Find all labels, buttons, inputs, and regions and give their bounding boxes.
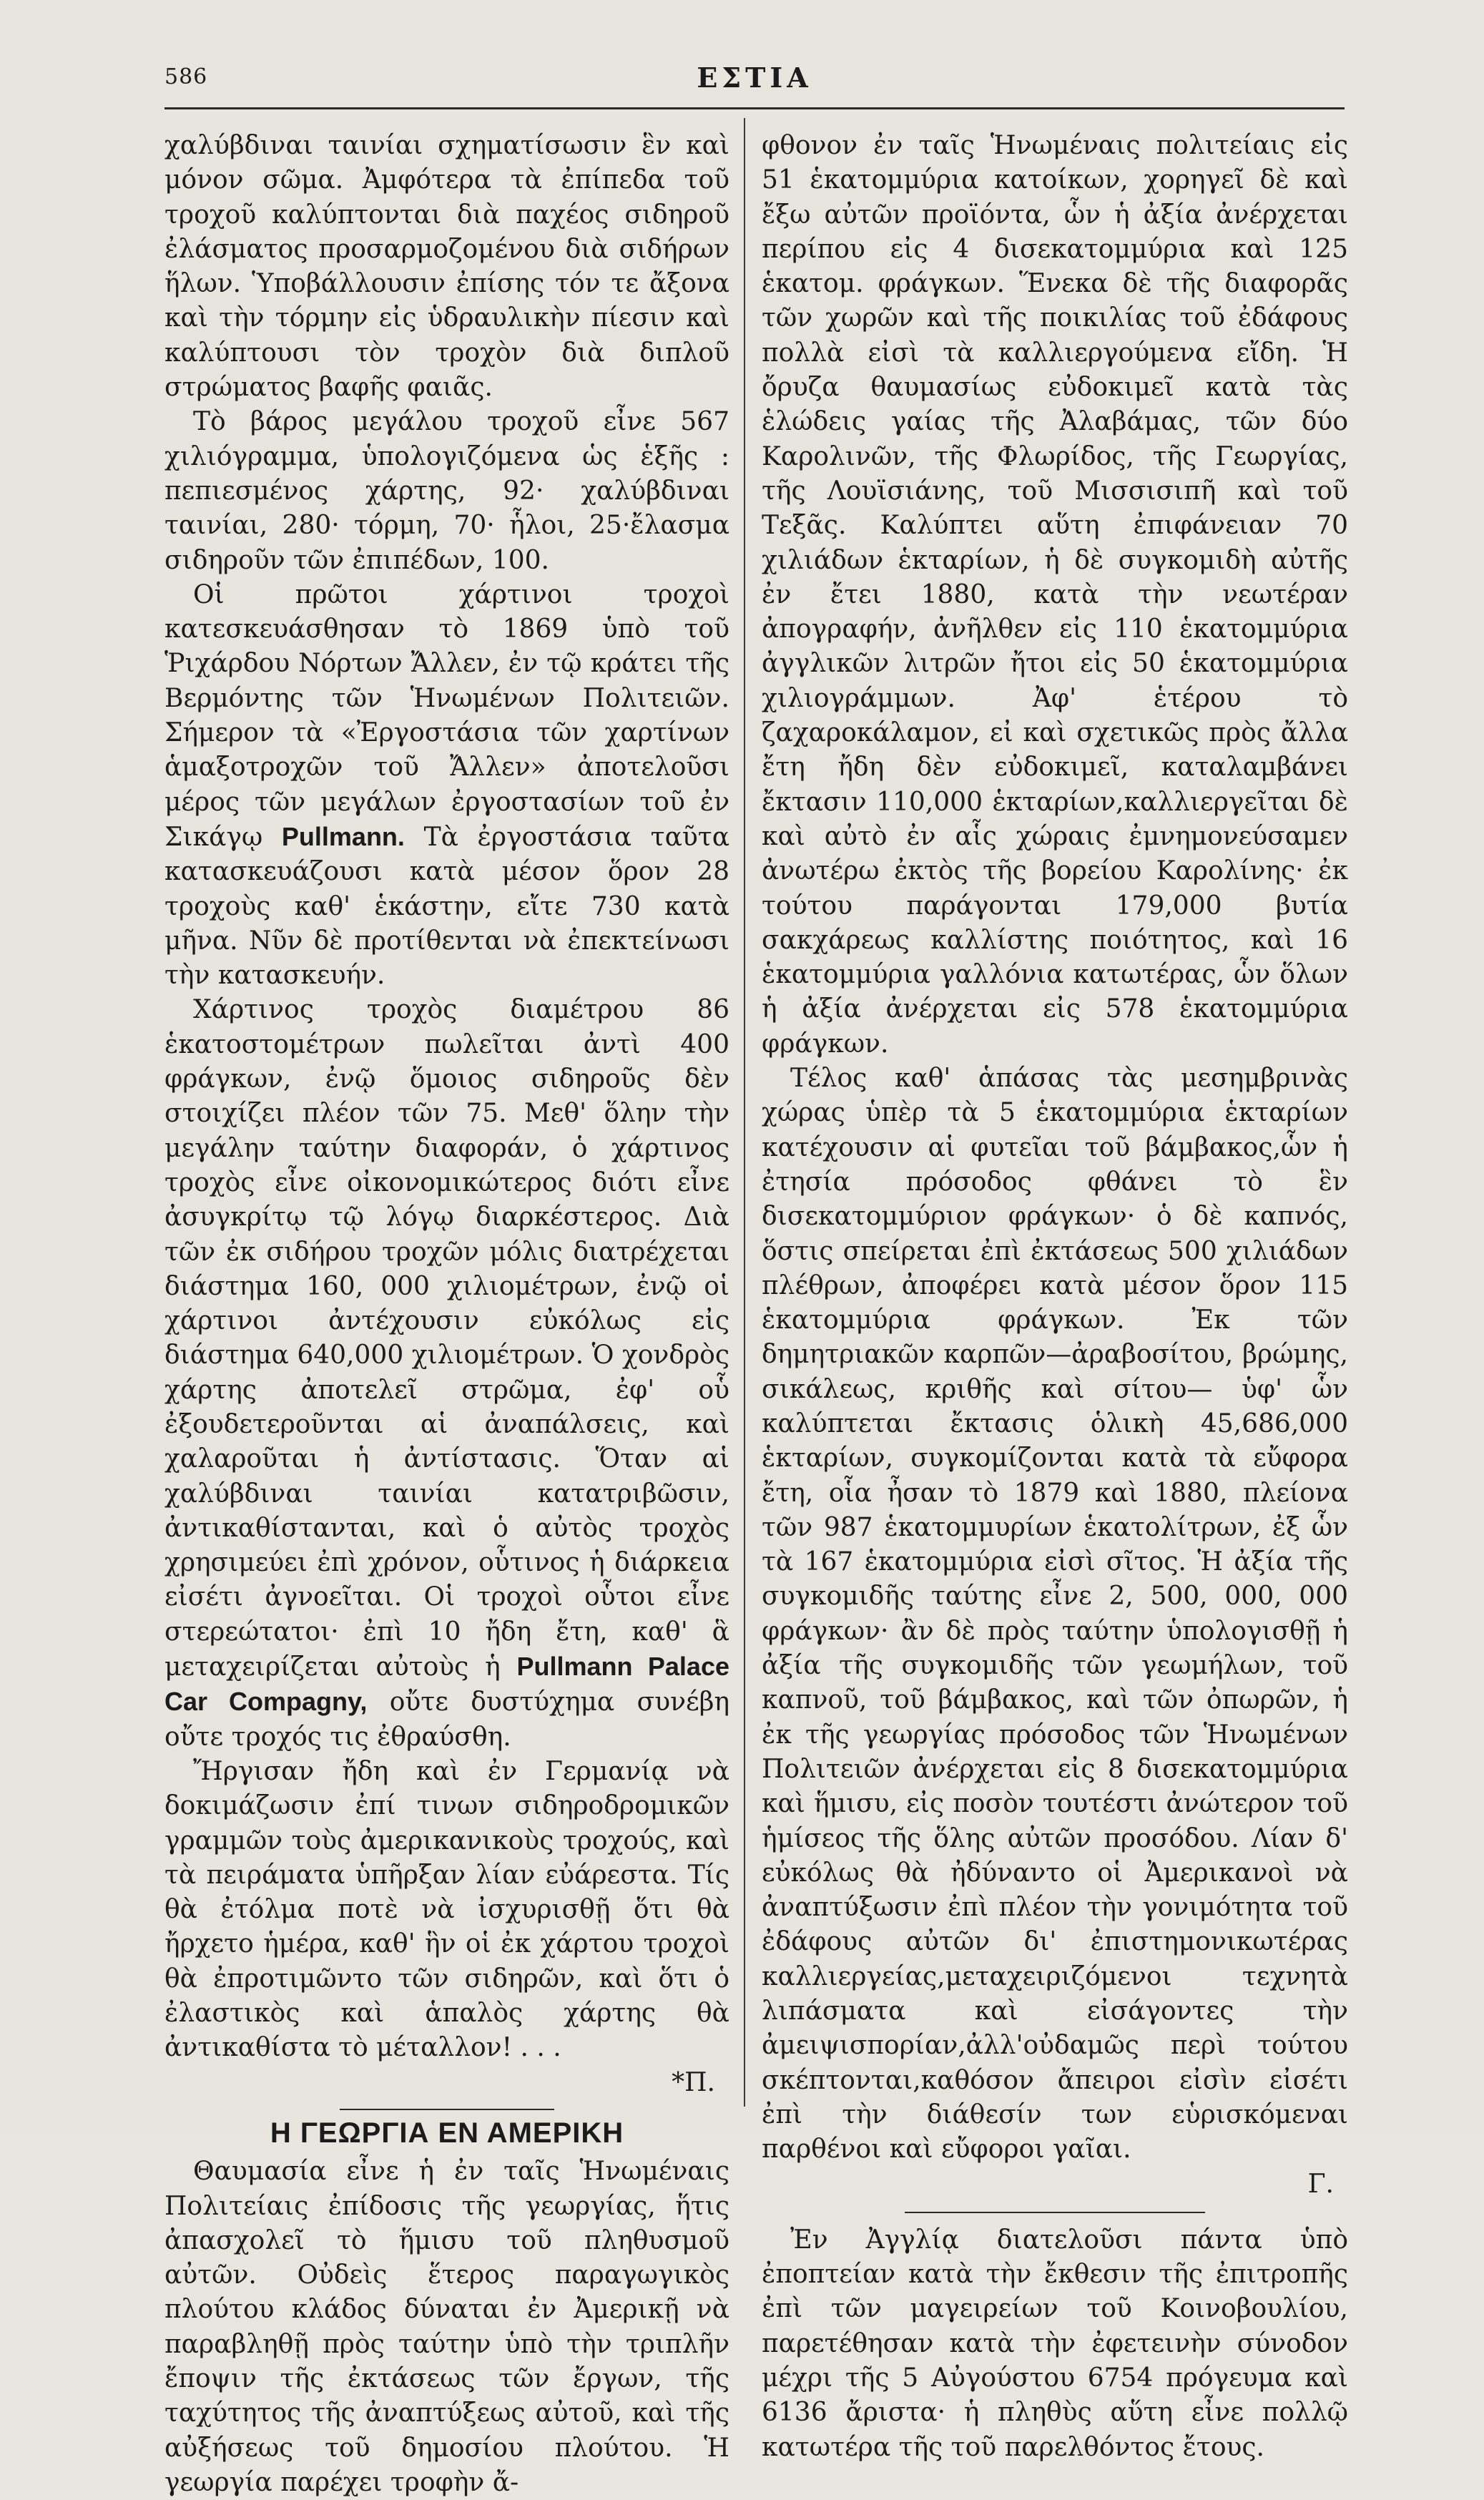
company-name: Pullmann Palace Car Compagny, <box>164 1652 729 1717</box>
article-paragraph: φθονον ἐν ταῖς Ἡνωμέναις πολιτείαις εἰς 51 ἑκατομμύρια κατοίκων, χορηγεῖ δὲ καὶ ἔξω αὐτῶν προϊόντα, ὧν ἡ ἀξία ἀνέρχεται περίπου εἰς 4 δισεκατομμύρια καὶ 125 ἑκατομ. φράγκων. Ἕνεκα δὲ τῆς διαφορᾶς τῶν χωρῶν καὶ τῆς ποικιλίας τοῦ ἐδάφους πολλὰ εἰσὶ τὰ καλλιεργούμενα εἴδη. Ἡ ὄρυζα θαυμασίως εὐδοκιμεῖ κατὰ τὰς ἑλώδεις γαίας τῆς Ἀλαβάμας, τῶν δύο Καρολινῶν, τῆς Φλωρίδος, τῆς Γεωργίας, τῆς Λουϊσιάνης, τοῦ Μισσισιπῆ καὶ τοῦ Τεξᾶς. Καλύπτει αὕτη ἐπιφάνειαν 70 χιλιάδων ἑκταρίων, ἡ δὲ συγκομιδὴ αὐτῆς ἐν ἔτει 1880, κατὰ τὴν νεωτέραν ἀπογραφήν, ἀνῆλθεν εἰς 110 ἑκατομμύρια ἀγγλικῶν λιτρῶν ἤτοι εἰς 50 ἑκατομμύρια χιλιογράμμων. Ἀφ' ἑτέρου τὸ ζαχαροκάλαμον, εἰ καὶ σχετικῶς πρὸς ἄλλα ἔτη ἤδη δὲν εὐδοκιμεῖ, καταλαμβάνει ἔκτασιν 110,000 ἑκταρίων,καλλιεργεῖται δὲ καὶ αὐτὸ ἐν αἷς χώραις ἐμνημονεύσαμεν ἀνωτέρω ἐκτὸς τῆς βορείου Καρολίνης· ἐκ τούτου παράγονται 179,000 βυτία σακχάρεως καλλίστης ποιότητος, καὶ 16 ἑκατομμύρια γαλλόνια κατωτέρας, ὧν ὅλων ἡ ἀξία ἀνέρχεται εἰς 578 ἑκατομμύρια φράγκων. <box>762 131 1348 1059</box>
author-signature: *Π. <box>672 2067 715 2097</box>
company-name: Pullmann. <box>281 821 405 851</box>
header-rule <box>164 107 1345 109</box>
paragraph-text: Οἱ πρῶτοι χάρτινοι τροχοὶ κατεσκευάσθησαν τὸ 1869 ὑπὸ τοῦ Ῥιχάρδου Νόρτων Ἄλλεν, ἐν τῷ κράτει τῆς Βερμόντης τῶν Ἡνωμένων Πολιτειῶν. Σήμερον τὰ «Ἐργοστάσια τῶν χαρτίνων ἁμαξοτροχῶν τοῦ Ἄλλεν» ἀποτελοῦσι μέρος τῶν μεγάλων ἐργοστασίων τοῦ ἐν Σικάγῳ <box>164 579 729 852</box>
column-divider <box>744 118 745 2107</box>
section-rule <box>905 2212 1205 2213</box>
article-paragraph <box>164 993 729 1755</box>
right-column <box>762 129 1348 2465</box>
page-header <box>164 62 1345 104</box>
paragraph-text: Χάρτινος τροχὸς διαμέτρου 86 ἑκατοστομέτρων πωλεῖται ἀντὶ 400 φράγκων, ἐνῷ ὅμοιος σιδηροῦς δὲν στοιχίζει πλέον τῶν 75. Μεθ' ὅλην τὴν μεγάλην ταύτην διαφοράν, ὁ χάρτινος τροχὸς εἶνε οἰκονομικώτερος διότι εἶνε ἀσυγκρίτῳ τῷ λόγῳ διαρκέστερος. Διὰ τῶν ἐκ σιδήρου τροχῶν μόλις διατρέχεται διάστημα 160, 000 χιλιομέτρων, ἐνῷ οἱ χάρτινοι ἀντέχουσιν εὐκόλως εἰς διάστημα 640,000 χιλιομέτρων. Ὁ χονδρὸς χάρτης ἀποτελεῖ στρῶμα, ἐφ' οὗ ἐξουδετεροῦνται αἱ ἀναπάλσεις, καὶ χαλαροῦται ἡ ἀντίστασις. Ὅταν αἱ χαλύβδιναι ταινίαι κατατριβῶσιν, ἀντικαθίστανται, καὶ ὁ αὐτὸς τροχὸς χρησιμεύει ἐπὶ χρόνον, οὗτινος ἡ διάρκεια εἰσέτι ἀγνοεῖται. Οἱ τροχοὶ οὗτοι εἶνε στερεώτατοι· ἐπὶ 10 ἤδη ἔτη, καθ' ἃ μεταχειρίζεται αὐτοὺς ἡ <box>164 995 729 1682</box>
left-column <box>164 129 729 2500</box>
journal-title: ΕΣΤΙΑ <box>697 62 812 94</box>
page-number: 586 <box>164 64 208 89</box>
paragraph-text: οὔτε δυστύχημα συνέβη οὔτε τροχός τις ἐθραύσθη. <box>164 1687 730 1752</box>
article-paragraph: Ἐν Ἀγγλίᾳ διατελοῦσι πάντα ὑπὸ ἐποπτείαν κατὰ τὴν ἔκθεσιν τῆς ἐπιτροπῆς ἐπὶ τῶν μαγειρείων τοῦ Κοινοβουλίου, παρετέθησαν κατὰ τὴν ἐφετεινὴν σύνοδον μέχρι τῆς 5 Αὐγούστου 6754 πρόγευμα καὶ 6136 ἄριστα· ἡ πληθὺς αὕτη εἶνε πολλῷ κατωτέρα τῆς τοῦ παρελθόντος ἔτους. <box>762 2225 1348 2462</box>
author-signature: Γ. <box>1307 2169 1334 2199</box>
article-paragraph: χαλύβδιναι ταινίαι σχηματίσωσιν ἓν καὶ μόνον σῶμα. Ἀμφότερα τὰ ἐπίπεδα τοῦ τροχοῦ καλύπτονται διὰ παχέος σιδηροῦ ἐλάσματος προσαρμοζομένου διὰ σιδήρων ἥλων. Ὑποβάλλουσιν ἐπίσης τόν τε ἄξονα καὶ τὴν τόρμην εἰς ὑδραυλικὴν πίεσιν καὶ καλύπτουσι τὸν τροχὸν διὰ διπλοῦ στρώματος βαφῆς φαιᾶς. <box>164 131 729 403</box>
article-paragraph: Ἤργισαν ἤδη καὶ ἐν Γερμανίᾳ νὰ δοκιμάζωσιν ἐπί τινων σιδηροδρομικῶν γραμμῶν τοὺς ἀμερικανικοὺς τροχούς, καὶ τὰ πειράματα ὑπῆρξαν λίαν εὐάρεστα. Τίς θὰ ἐτόλμα ποτὲ νὰ ἰσχυρισθῇ ὅτι θὰ ἤρχετο ἡμέρα, καθ' ἣν οἱ ἐκ χάρτου τροχοὶ θὰ ἐπροτιμῶντο τῶν σιδηρῶν, καὶ ὅτι ὁ ἐλαστικὸς καὶ ἁπαλὸς χάρτης θὰ ἀντικαθίστα τὸ μέταλλον! . . . <box>164 1756 729 2063</box>
article-paragraph: Θαυμασία εἶνε ἡ ἐν ταῖς Ἡνωμέναις Πολιτείαις ἐπίδοσις τῆς γεωργίας, ἥτις ἀπασχολεῖ τὸ ἥμισυ τοῦ πληθυσμοῦ αὐτῶν. Οὐδεὶς ἕτερος παραγωγικὸς πλούτου κλάδος δύναται ἐν Ἀμερικῇ νὰ παραβληθῇ πρὸς ταύτην ὑπὸ τὴν τριπλῆν ἔποψιν τῆς ἐκτάσεως τῶν ἔργων, τῆς ταχύτητος τῆς ἀναπτύξεως αὐτοῦ, καὶ τῆς αὐξήσεως τοῦ δημοσίου πλούτου. Ἡ γεωργία παρέχει τροφὴν ἄ- <box>164 2157 729 2497</box>
article-paragraph: Τὸ βάρος μεγάλου τροχοῦ εἶνε 567 χιλιόγραμμα, ὑπολογιζόμενα ὡς ἑξῆς : πεπιεσμένος χάρτης, 92· χαλύβδιναι ταινίαι, 280· τόρμη, 70· ἧλοι, 25·ἔλασμα σιδηροῦν τῶν ἐπιπέδων, 100. <box>164 407 729 575</box>
section-heading: Η ΓΕΩΡΓΙΑ ΕΝ ΑΜΕΡΙΚΗ <box>270 2117 624 2149</box>
paragraph-text: Τὰ ἐργοστάσια ταῦτα κατασκευάζουσι κατὰ μέσον ὅρον 28 τροχοὺς καθ' ἑκάστην, εἴτε 730 κατὰ μῆνα. Νῦν δὲ προτίθενται νὰ ἐπεκτείνωσι τὴν κατασκευήν. <box>164 822 729 991</box>
article-paragraph <box>164 578 729 994</box>
article-paragraph: Τέλος καθ' ἁπάσας τὰς μεσημβρινὰς χώρας ὑπὲρ τὰ 5 ἑκατομμύρια ἑκταρίων κατέχουσιν αἱ φυτεῖαι τοῦ βάμβακος,ὧν ἡ ἐτησία πρόσοδος φθάνει τὸ ἓν δισεκατομμύριον φράγκων· ὁ δὲ καπνός, ὅστις σπείρεται ἐπὶ ἐκτάσεως 500 χιλιάδων πλέθρων, ἀποφέρει κατὰ μέσον ὅρον 115 ἑκατομμύρια φράγκων. Ἐκ τῶν δημητριακῶν καρπῶν—ἀραβοσίτου, βρώμης, σικάλεως, κριθῆς καὶ σίτου— ὑφ' ὧν καλύπτεται ἔκτασις ὁλικὴ 45,686,000 ἑκταρίων, συγκομίζονται κατὰ τὰ εὔφορα ἔτη, οἷα ἦσαν τὸ 1879 καὶ 1880, πλείονα τῶν 987 ἑκατομμυρίων ἑκατολίτρων, ἐξ ὧν τὰ 167 ἑκατομμύρια εἰσὶ σῖτος. Ἡ ἀξία τῆς συγκομιδῆς ταύτης εἶνε 2, 500, 000, 000 φράγκων· ἂν δὲ πρὸς ταύτην ὑπολογισθῇ ἡ ἀξία τῆς συγκομιδῆς τῶν γεωμήλων, τοῦ καπνοῦ, τοῦ βάμβακος, καὶ τῶν ὀπωρῶν, ἡ ἐκ τῆς γεωργίας πρόσοδος τῶν Ἡνωμένων Πολιτειῶν ἀνέρχεται εἰς 8 δισεκατομμύρια καὶ ἥμισυ, εἰς ποσὸν τουτέστι ἀνώτερον τοῦ ἡμίσεος τῆς ὅλης αὐτῶν προσόδου. Λίαν δ' εὐκόλως θὰ ἠδύναντο οἱ Ἀμερικανοὶ νὰ ἀναπτύξωσιν ἐπὶ πλέον τὴν γονιμότητα τοῦ ἐδάφους αὐτῶν δι' ἐπιστημονικωτέρας καλλιεργείας,μεταχειριζόμενοι τεχνητὰ λιπάσματα καὶ εἰσάγοντες τὴν ἀμειψισπορίαν,ἀλλ'οὐδαμῶς περὶ τούτου σκέπτονται,καθόσον ἄπειροι εἰσὶν εἰσέτι ἐπὶ τὴν διάθεσίν των εὑρισκόμεναι παρθένοι καὶ εὔφοροι γαῖαι. <box>762 1064 1348 2165</box>
section-rule <box>340 2109 554 2110</box>
